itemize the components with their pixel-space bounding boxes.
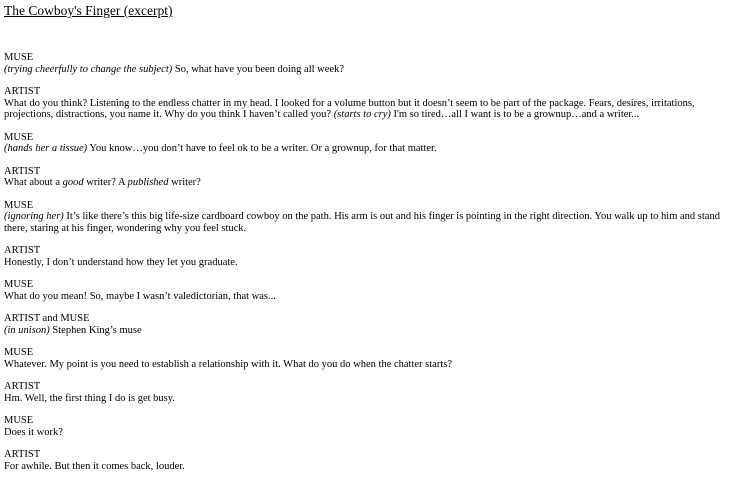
- dialogue-text: writer? A: [83, 177, 128, 188]
- dialogue-line: [4, 393, 736, 405]
- dialogue-line: [4, 291, 736, 303]
- dialogue-text: writer?: [168, 177, 201, 188]
- dialogue-line: [4, 257, 736, 269]
- dialogue-block: [4, 347, 736, 370]
- speaker-name: ARTIST: [4, 86, 41, 97]
- dialogue-line: [4, 359, 736, 371]
- dialogue-line: [4, 177, 736, 189]
- dialogue-text: You know…you don’t have to feel ok to be a writer. Or a grownup, for that matter.: [87, 143, 437, 154]
- dialogue-block: [4, 200, 736, 235]
- dialogue-block: [4, 313, 736, 336]
- dialogue-block: [4, 415, 736, 438]
- dialogue-text: What about a: [4, 177, 63, 188]
- dialogue-text: It’s like there’s this big life-size cardboard cowboy on the path. His arm is out and his finger is pointing in the right direction. You walk up to him and stand there, staring at his finger, wondering why you feel stuck.: [4, 211, 720, 234]
- dialogue-text: Stephen King’s muse: [49, 324, 142, 336]
- dialogue-text: So, what have you been doing all week?: [172, 63, 344, 75]
- speaker-name: ARTIST: [4, 381, 41, 392]
- dialogue-text: What do you think? Listening to the endless chatter in my head. I looked for a volume button but it doesn’t seem to be part of the package. Fears, desires, irritations, projections, distractions, you name it. Why do you think I haven’t called you?: [4, 97, 695, 120]
- dialogue-text: I'm so tired…all I want is to be a grownup…and a writer...: [390, 109, 640, 120]
- dialogue-text: Does it work?: [4, 426, 63, 438]
- stage-direction: (starts to cry): [333, 109, 391, 120]
- script-body: [4, 52, 736, 472]
- dialogue-line: [4, 98, 736, 121]
- document-title: The Cowboy's Finger (excerpt): [4, 3, 173, 18]
- dialogue-block: [4, 449, 736, 472]
- dialogue-text: For awhile. But then it comes back, louder.: [4, 460, 185, 472]
- stage-direction: published: [127, 177, 169, 188]
- stage-direction: (ignoring her): [4, 211, 64, 222]
- speaker-name: ARTIST: [4, 449, 41, 460]
- speaker-name: MUSE: [4, 279, 34, 290]
- dialogue-block: [4, 52, 736, 75]
- dialogue-block: [4, 86, 736, 121]
- dialogue-text: Hm. Well, the first thing I do is get busy.: [4, 392, 175, 404]
- dialogue-text: What do you mean! So, maybe I wasn’t valedictorian, that was...: [4, 290, 276, 302]
- dialogue-block: [4, 381, 736, 404]
- dialogue-block: [4, 245, 736, 268]
- stage-direction: good: [62, 177, 84, 188]
- dialogue-block: [4, 166, 736, 189]
- speaker-name: ARTIST and MUSE: [4, 313, 90, 324]
- dialogue-block: [4, 279, 736, 302]
- stage-direction: (trying cheerfully to change the subject): [4, 63, 173, 75]
- dialogue-line: [4, 325, 736, 337]
- speaker-name: ARTIST: [4, 245, 41, 256]
- dialogue-line: [4, 64, 736, 76]
- dialogue-block: [4, 132, 736, 155]
- dialogue-line: [4, 143, 736, 155]
- stage-direction: (hands her a tissue): [4, 143, 88, 154]
- speaker-name: MUSE: [4, 199, 34, 211]
- stage-direction: (in unison): [4, 324, 50, 336]
- dialogue-text: Whatever. My point is you need to establish a relationship with it. What do you do when the chatter starts?: [4, 358, 452, 370]
- dialogue-line: [4, 461, 736, 473]
- dialogue-text: Honestly, I don’t understand how they let you graduate.: [4, 256, 238, 268]
- speaker-name: MUSE: [4, 415, 34, 426]
- dialogue-line: [4, 427, 736, 439]
- speaker-name: MUSE: [4, 131, 34, 143]
- speaker-name: MUSE: [4, 347, 34, 358]
- speaker-name: ARTIST: [4, 165, 41, 177]
- dialogue-line: [4, 211, 736, 234]
- speaker-name: MUSE: [4, 52, 34, 63]
